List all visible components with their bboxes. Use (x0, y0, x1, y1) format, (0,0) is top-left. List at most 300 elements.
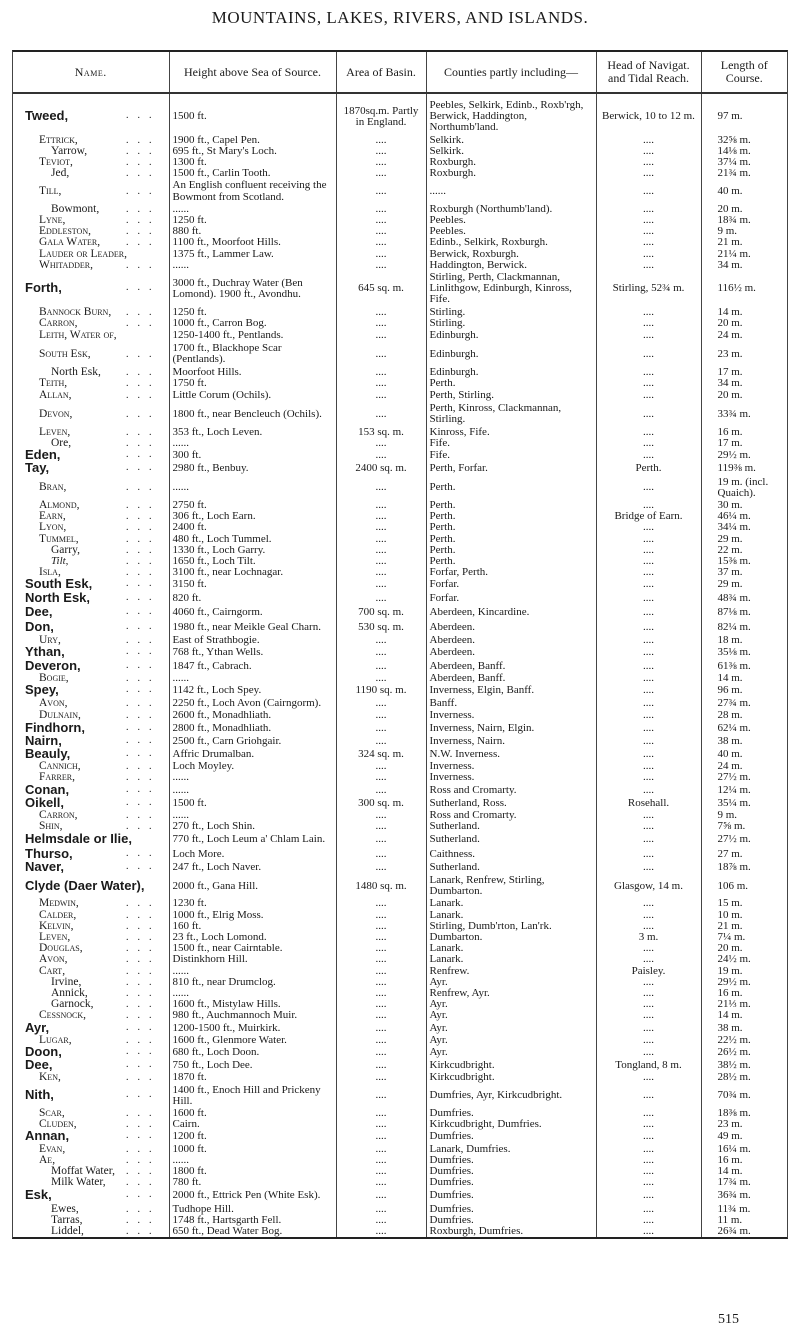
header-counties: Counties partly including— (426, 52, 596, 93)
height-cell: ...... (169, 784, 336, 797)
river-name-cell (13, 500, 169, 511)
counties-cell: Perth. (426, 500, 596, 511)
counties-cell: Stirling. (426, 307, 596, 318)
length-cell: 29½ m. (717, 449, 751, 462)
counties-cell: Inverness. (426, 772, 596, 783)
length-cell: 17¾ m. (717, 1176, 751, 1189)
navigation-cell: .... (596, 697, 701, 710)
length-cell: 20 m. (717, 202, 743, 215)
length-cell: 18 m. (717, 634, 743, 647)
height-cell: 1500 ft., near Cairntable. (169, 943, 336, 954)
length-cell: 22½ m. (717, 1033, 751, 1046)
counties-cell: Ayr. (426, 1022, 596, 1035)
navigation-cell: .... (596, 1046, 701, 1059)
leader-dots: ... (126, 226, 161, 238)
length-cell: 36¾ m. (717, 1189, 751, 1202)
height-cell: 1650 ft., Loch Tilt. (169, 556, 336, 567)
leader-dots: ... (126, 259, 161, 271)
navigation-cell: .... (596, 821, 701, 832)
river-name: Naver, (25, 858, 65, 874)
navigation-cell: .... (596, 592, 701, 605)
height-cell: 2400 ft. (169, 522, 336, 533)
river-name: Gala Water, (39, 236, 101, 249)
height-cell: 480 ft., Loch Tummel. (169, 534, 336, 545)
table-row (13, 966, 787, 977)
river-name-cell (13, 921, 169, 932)
height-cell: Cairn. (169, 1119, 336, 1130)
counties-cell: N.W. Inverness. (426, 748, 596, 761)
table-row (13, 556, 787, 567)
leader-dots: ... (126, 578, 161, 590)
river-name: Forth, (25, 280, 62, 296)
area-cell: .... (336, 1144, 426, 1155)
leader-dots: ... (126, 683, 161, 695)
leader-dots: ... (126, 306, 161, 318)
leader-dots: ... (126, 710, 161, 722)
height-cell: 768 ft., Ythan Wells. (169, 646, 336, 659)
river-name-cell (13, 977, 169, 988)
header-area: Area of Basin. (336, 52, 426, 93)
river-name: Tilt, (51, 554, 69, 567)
table-row (13, 646, 787, 659)
height-cell: East of Strathbogie. (169, 635, 336, 646)
table-row (13, 1215, 787, 1226)
counties-cell: Dumfries, Ayr, Kirkcudbright. (426, 1084, 596, 1108)
navigation-cell: .... (596, 710, 701, 721)
table-row (13, 307, 787, 318)
leader-dots: ... (126, 1154, 161, 1166)
river-name: Bogie, (39, 671, 69, 684)
table-row (13, 427, 787, 438)
counties-cell: Aberdeen, Kincardine. (426, 605, 596, 620)
river-name: Lauder or Leader, (39, 247, 128, 260)
header-name: Name. (13, 52, 169, 93)
counties-cell: Dumfries. (426, 1177, 596, 1188)
river-name: Ewes, (51, 1202, 79, 1215)
length-cell: 14 m. (717, 671, 743, 684)
height-cell: 2750 ft. (169, 500, 336, 511)
table-row (13, 999, 787, 1010)
navigation-cell: .... (596, 534, 701, 545)
height-cell: 1980 ft., near Meikle Geal Charn. (169, 620, 336, 635)
height-cell: 1847 ft., Cabrach. (169, 660, 336, 673)
table-row (13, 1144, 787, 1155)
leader-dots: ... (126, 317, 161, 329)
counties-cell: Perth. (426, 511, 596, 522)
navigation-cell: .... (596, 556, 701, 567)
leader-dots: ... (126, 721, 161, 733)
height-cell: 160 ft. (169, 921, 336, 932)
length-cell: 10 m. (717, 908, 743, 921)
area-cell: .... (336, 660, 426, 673)
navigation-cell: Bridge of Earn. (596, 511, 701, 522)
length-cell: 16¼ m. (717, 1142, 751, 1155)
river-name: Teviot, (39, 156, 73, 169)
navigation-cell: .... (596, 673, 701, 684)
leader-dots: ... (126, 544, 161, 556)
leader-dots: ... (126, 186, 161, 198)
counties-cell: Dumfries. (426, 1155, 596, 1166)
navigation-cell: .... (596, 646, 701, 659)
height-cell: 2250 ft., Loch Avon (Cairngorm). (169, 697, 336, 710)
length-cell: 21⅓ m. (717, 998, 751, 1011)
navigation-cell: .... (596, 545, 701, 556)
rivers-table (12, 50, 788, 1239)
leader-dots: ... (126, 747, 161, 759)
height-cell: 1375 ft., Lammer Law. (169, 249, 336, 260)
river-name-cell (13, 146, 169, 157)
navigation-cell: .... (596, 1188, 701, 1203)
river-name-cell (13, 307, 169, 318)
leader-dots: ... (126, 796, 161, 808)
length-cell: 35⅛ m. (717, 646, 751, 659)
leader-dots: ... (126, 860, 161, 872)
area-cell: .... (336, 567, 426, 578)
leader-dots: ... (126, 408, 161, 420)
length-cell: 14⅛ m. (717, 144, 751, 157)
river-name-cell (13, 93, 169, 135)
river-name-cell (13, 1084, 169, 1108)
counties-cell: Perth, Stirling. (426, 389, 596, 402)
leader-dots: ... (126, 215, 161, 227)
height-cell: 780 ft. (169, 1177, 336, 1188)
length-cell: 19 m. (incl. Quaich). (717, 475, 769, 499)
navigation-cell: .... (596, 438, 701, 449)
counties-cell: Inverness. (426, 710, 596, 721)
area-cell: .... (336, 1046, 426, 1059)
river-name: Beauly, (25, 745, 71, 761)
length-cell: 40 m. (717, 747, 743, 760)
leader-dots: ... (126, 168, 161, 180)
leader-dots: ... (126, 1177, 161, 1189)
area-cell: .... (336, 500, 426, 511)
length-cell: 20 m. (717, 316, 743, 329)
navigation-cell: .... (596, 157, 701, 168)
river-name: Whitadder, (39, 258, 93, 271)
counties-cell: Renfrew. (426, 966, 596, 977)
table-row (13, 722, 787, 735)
river-name: Cluden, (39, 1118, 77, 1131)
table-row (13, 874, 787, 898)
counties-cell: Ayr. (426, 1035, 596, 1046)
leader-dots: ... (126, 591, 161, 603)
area-cell: .... (336, 1215, 426, 1226)
height-cell: 750 ft., Loch Dee. (169, 1059, 336, 1072)
counties-cell: Banff. (426, 697, 596, 710)
area-cell: .... (336, 545, 426, 556)
area-cell: .... (336, 522, 426, 533)
river-name: Irvine, (51, 975, 82, 988)
table-row (13, 567, 787, 578)
length-cell: 70¾ m. (717, 1089, 751, 1102)
counties-cell: Stirling, Dumb'rton, Lan'rk. (426, 921, 596, 932)
river-name: Shin, (39, 820, 63, 833)
area-cell: .... (336, 402, 426, 426)
table-row (13, 534, 787, 545)
river-name-cell (13, 1059, 169, 1072)
navigation-cell: .... (596, 999, 701, 1010)
river-name-cell (13, 898, 169, 909)
navigation-cell: .... (596, 215, 701, 226)
area-cell: .... (336, 821, 426, 832)
leader-dots: ... (126, 999, 161, 1011)
leader-dots: ... (126, 898, 161, 910)
height-cell: 1400 ft., Enoch Hill and Prickeny Hill. (169, 1084, 336, 1108)
navigation-cell: .... (596, 748, 701, 761)
area-cell: .... (336, 966, 426, 977)
height-cell: 770 ft., Loch Leum a' Chlam Lain. (169, 832, 336, 847)
river-name-cell (13, 215, 169, 226)
table-row (13, 271, 787, 307)
table-row (13, 977, 787, 988)
navigation-cell: .... (596, 342, 701, 366)
river-name: South Esk, (39, 347, 91, 360)
height-cell: Tudhope Hill. (169, 1204, 336, 1215)
length-cell: 15⅜ m. (717, 554, 751, 567)
area-cell: 645 sq. m. (336, 271, 426, 307)
river-name-cell (13, 271, 169, 307)
table-row (13, 1166, 787, 1177)
length-cell: 26½ m. (717, 1046, 751, 1059)
height-cell: Loch More. (169, 848, 336, 861)
counties-cell: Aberdeen. (426, 635, 596, 646)
navigation-cell: .... (596, 567, 701, 578)
table-row (13, 772, 787, 783)
height-cell: 247 ft., Loch Naver. (169, 861, 336, 874)
river-name-cell (13, 237, 169, 248)
length-cell: 24 m. (717, 760, 743, 773)
length-cell: 20 m. (717, 942, 743, 955)
counties-cell: Lanark. (426, 954, 596, 965)
length-cell: 18⅞ m. (717, 860, 751, 873)
height-cell: 1500 ft., Carlin Tooth. (169, 168, 336, 179)
counties-cell: Sutherland. (426, 861, 596, 874)
leader-dots: ... (126, 203, 161, 215)
length-cell: 23 m. (717, 347, 743, 360)
height-cell: ...... (169, 1155, 336, 1166)
river-name-cell (13, 1130, 169, 1143)
area-cell: .... (336, 977, 426, 988)
table-row (13, 784, 787, 797)
height-cell: ...... (169, 204, 336, 215)
height-cell: 2500 ft., Carn Griohgair. (169, 735, 336, 748)
area-cell: 324 sq. m. (336, 748, 426, 761)
table-row (13, 735, 787, 748)
length-cell: 38½ m. (717, 1059, 751, 1072)
river-name-cell (13, 556, 169, 567)
height-cell: 1200 ft. (169, 1130, 336, 1143)
river-name: Conan, (25, 781, 70, 797)
river-name: Scar, (39, 1107, 65, 1120)
river-name-cell (13, 858, 169, 874)
area-cell: .... (336, 810, 426, 821)
navigation-cell: .... (596, 1010, 701, 1021)
counties-cell: Perth. (426, 556, 596, 567)
area-cell: .... (336, 318, 426, 329)
table-row (13, 1022, 787, 1035)
navigation-cell: .... (596, 722, 701, 735)
height-cell: 1500 ft. (169, 93, 336, 135)
table-row (13, 93, 787, 135)
area-cell: .... (336, 215, 426, 226)
length-cell: 37 m. (717, 566, 743, 579)
table-row (13, 260, 787, 271)
river-name: Spey, (25, 681, 59, 697)
height-cell: ...... (169, 476, 336, 500)
river-name-cell (13, 511, 169, 522)
table-row (13, 378, 787, 389)
area-cell: 2400 sq. m. (336, 462, 426, 475)
counties-cell: Berwick, Roxburgh. (426, 249, 596, 260)
counties-cell: Inverness, Nairn. (426, 735, 596, 748)
height-cell: 3000 ft., Duchray Water (Ben Lomond). 1900 ft., Avondhu. (169, 271, 336, 307)
length-cell: 116½ m. (717, 282, 756, 295)
leader-dots: ... (126, 282, 161, 294)
river-name: Don, (25, 618, 54, 634)
river-name-cell (13, 168, 169, 179)
river-name: Bran, (39, 481, 67, 494)
navigation-cell: .... (596, 237, 701, 248)
height-cell: 695 ft., St Mary's Loch. (169, 146, 336, 157)
table-row (13, 748, 787, 761)
leader-dots: ... (126, 437, 161, 449)
river-name-cell (13, 932, 169, 943)
area-cell: .... (336, 921, 426, 932)
river-name-cell (13, 329, 169, 342)
length-cell: 97 m. (717, 110, 743, 123)
height-cell: 1600 ft., Glenmore Water. (169, 1035, 336, 1046)
area-cell: .... (336, 1108, 426, 1119)
leader-dots: ... (126, 954, 161, 966)
leader-dots: ... (126, 659, 161, 671)
length-cell: 119⅜ m. (717, 462, 756, 475)
river-name: Ore, (51, 436, 72, 449)
area-cell: .... (336, 761, 426, 772)
table-body (13, 93, 787, 1237)
counties-cell: Perth, Forfar. (426, 462, 596, 475)
leader-dots: ... (126, 237, 161, 249)
leader-dots: ... (126, 646, 161, 658)
height-cell: An English confluent receiving the Bowmont from Scotland. (169, 179, 336, 203)
river-name: Ken, (39, 1071, 61, 1084)
river-name-cell (13, 999, 169, 1010)
counties-cell: Selkirk. (426, 135, 596, 146)
counties-cell: Lanark. (426, 910, 596, 921)
navigation-cell: .... (596, 684, 701, 697)
river-name: Eden, (25, 447, 61, 463)
river-name-cell (13, 545, 169, 556)
leader-dots: ... (126, 449, 161, 461)
leader-dots: ... (126, 734, 161, 746)
counties-cell: Roxburgh. (426, 157, 596, 168)
counties-cell: Peebles. (426, 226, 596, 237)
counties-cell: Selkirk. (426, 146, 596, 157)
navigation-cell: .... (596, 449, 701, 462)
leader-dots: ... (126, 555, 161, 567)
counties-cell: Ayr. (426, 1010, 596, 1021)
navigation-cell: .... (596, 1130, 701, 1143)
counties-cell: Kinross, Fife. (426, 427, 596, 438)
river-name-cell (13, 1188, 169, 1203)
river-name: Thurso, (25, 845, 73, 861)
area-cell: .... (336, 226, 426, 237)
navigation-cell: .... (596, 1022, 701, 1035)
river-name-cell (13, 427, 169, 438)
navigation-cell: .... (596, 635, 701, 646)
river-name: Clyde (Daer Water), (25, 877, 145, 893)
navigation-cell: .... (596, 1177, 701, 1188)
leader-dots: ... (126, 698, 161, 710)
height-cell: 300 ft. (169, 449, 336, 462)
leader-dots: ... (126, 772, 161, 784)
navigation-cell: .... (596, 988, 701, 999)
table-row (13, 318, 787, 329)
river-name: Eddleston, (39, 225, 91, 238)
table-row (13, 389, 787, 402)
length-cell: 7¼ m. (717, 931, 746, 944)
river-name: Leith, Water of, (39, 329, 117, 342)
height-cell: ...... (169, 438, 336, 449)
leader-dots: ... (126, 635, 161, 647)
height-cell: 1300 ft. (169, 157, 336, 168)
river-name: Yarrow, (51, 144, 88, 157)
river-name: Carron, (39, 808, 78, 821)
length-cell: 17 m. (717, 436, 743, 449)
river-name: Dulnain, (39, 709, 81, 722)
leader-dots: ... (126, 110, 161, 122)
counties-cell: Kirkcudbright. (426, 1059, 596, 1072)
river-name: Isla, (39, 566, 61, 579)
river-name: Dee, (25, 1057, 53, 1073)
river-name: Jed, (51, 167, 70, 180)
area-cell: .... (336, 1059, 426, 1072)
leader-dots: ... (126, 1226, 161, 1238)
length-cell: 61⅜ m. (717, 659, 751, 672)
height-cell: 2000 ft., Gana Hill. (169, 874, 336, 898)
table-row (13, 921, 787, 932)
river-name: Bowmont, (51, 202, 100, 215)
leader-dots: ... (126, 533, 161, 545)
river-name: Cessnock, (39, 1009, 86, 1022)
counties-cell: Aberdeen, Banff. (426, 673, 596, 684)
river-name-cell (13, 943, 169, 954)
area-cell: .... (336, 710, 426, 721)
river-name: Findhorn, (25, 719, 85, 735)
height-cell: Affric Drumalban. (169, 748, 336, 761)
height-cell: 1600 ft. (169, 1108, 336, 1119)
counties-cell: Dumfries. (426, 1204, 596, 1215)
table-row (13, 329, 787, 342)
river-name: Earn, (39, 510, 66, 523)
counties-cell: Haddington, Berwick. (426, 260, 596, 271)
length-cell: 35¼ m. (717, 796, 751, 809)
area-cell: .... (336, 646, 426, 659)
area-cell: .... (336, 1226, 426, 1237)
river-name: Lugar, (39, 1033, 72, 1046)
river-name-cell (13, 157, 169, 168)
height-cell: 680 ft., Loch Doon. (169, 1046, 336, 1059)
navigation-cell: .... (596, 832, 701, 847)
height-cell: 1230 ft. (169, 898, 336, 909)
height-cell: ...... (169, 772, 336, 783)
counties-cell: Aberdeen. (426, 646, 596, 659)
table-row (13, 342, 787, 366)
area-cell: .... (336, 329, 426, 342)
length-cell: 40 m. (717, 185, 743, 198)
height-cell: 1100 ft., Moorfoot Hills. (169, 237, 336, 248)
counties-cell: Kirkcudbright. (426, 1072, 596, 1083)
area-cell: .... (336, 1072, 426, 1083)
